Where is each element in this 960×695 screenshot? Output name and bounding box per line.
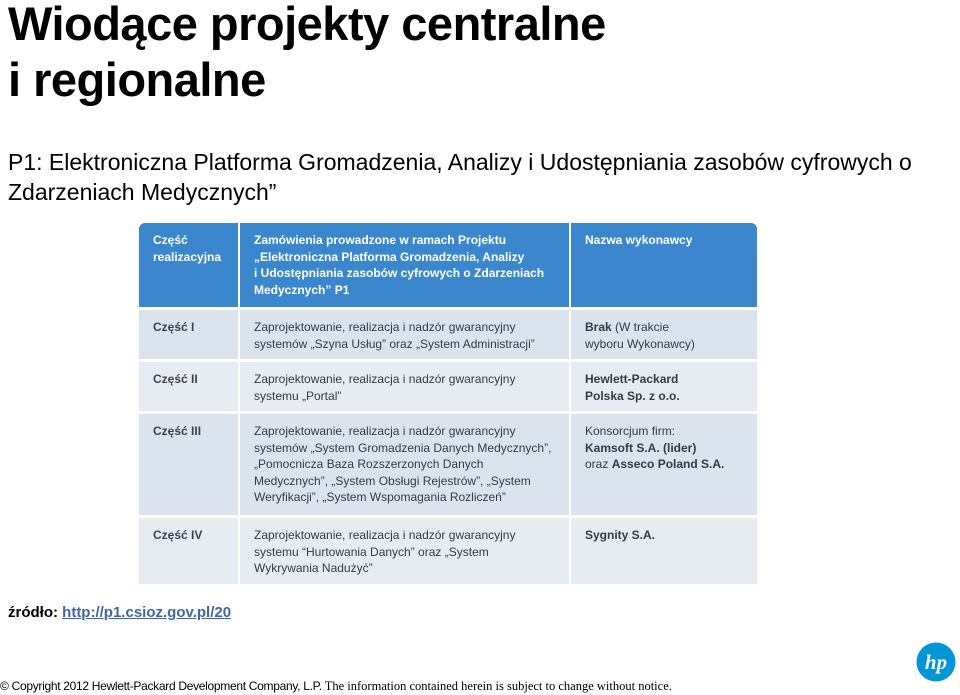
footer-copyright: © Copyright 2012 Hewlett-Packard Development Company, L.P. xyxy=(0,679,322,693)
footer xyxy=(0,677,960,695)
source-link[interactable]: http://p1.csioz.gov.pl/20 xyxy=(62,604,232,621)
project-subtitle: P1: Elektroniczna Platforma Gromadzenia, Analizy i Udostępniania zasobów cyfrowych o Zdarzeniach Medycznych” xyxy=(8,149,912,205)
row-contractor: Brak (W trakcie wyboru Wykonawcy) xyxy=(570,309,757,361)
page-title-line-1: Wiodące projekty centralne xyxy=(8,0,606,50)
row-part: Część I xyxy=(139,309,239,361)
header-contractor: Nazwa wykonawcy xyxy=(570,223,757,309)
row-orders: Zaprojektowanie, realizacja i nadzór gwarancyjny systemu “Hurtowania Danych” oraz „System Wykrywania Nadużyć” xyxy=(239,517,570,585)
hp-logo-icon xyxy=(916,642,956,682)
footer-notice: The information contained herein is subject to change without notice. xyxy=(321,679,672,693)
table-header-row xyxy=(139,223,757,309)
source-note xyxy=(8,604,231,621)
row-contractor: Konsorcjum firm: Kamsoft S.A. (lider) oraz Asseco Poland S.A. xyxy=(570,413,757,517)
table-row xyxy=(139,413,757,517)
row-part: Część III xyxy=(139,413,239,517)
table-row xyxy=(139,517,757,585)
row-contractor: Hewlett-Packard Polska Sp. z o.o. xyxy=(570,361,757,413)
row-orders: Zaprojektowanie, realizacja i nadzór gwarancyjny systemów „Szyna Usług” oraz „System Administracji” xyxy=(239,309,570,361)
orders-table xyxy=(139,223,757,584)
row-contractor: Sygnity S.A. xyxy=(570,517,757,585)
source-label: źródło: xyxy=(8,604,63,621)
row-part: Część II xyxy=(139,361,239,413)
header-orders: Zamówienia prowadzone w ramach Projektu „Elektroniczna Platforma Gromadzenia, Analizy i Udostępniania zasobów cyfrowych o Zdarzeniach Medycznych” P1 xyxy=(239,223,570,309)
table-row xyxy=(139,361,757,413)
header-part: Część realizacyjna xyxy=(139,223,239,309)
row-part: Część IV xyxy=(139,517,239,585)
page-title xyxy=(8,0,948,108)
page-title-line-2: i regionalne xyxy=(8,53,266,106)
table-row xyxy=(139,309,757,361)
row-orders: Zaprojektowanie, realizacja i nadzór gwarancyjny systemów „System Gromadzenia Danych Medycznych”, „Pomocnicza Baza Rozszerzonych Danych Medycznych”, „System Obsługi Rejestrów”, „System Weryfikacji”, „System Wspomagania Rozliczeń” xyxy=(239,413,570,517)
svg-text:hp: hp xyxy=(924,650,948,674)
row-orders: Zaprojektowanie, realizacja i nadzór gwarancyjny systemu „Portal” xyxy=(239,361,570,413)
